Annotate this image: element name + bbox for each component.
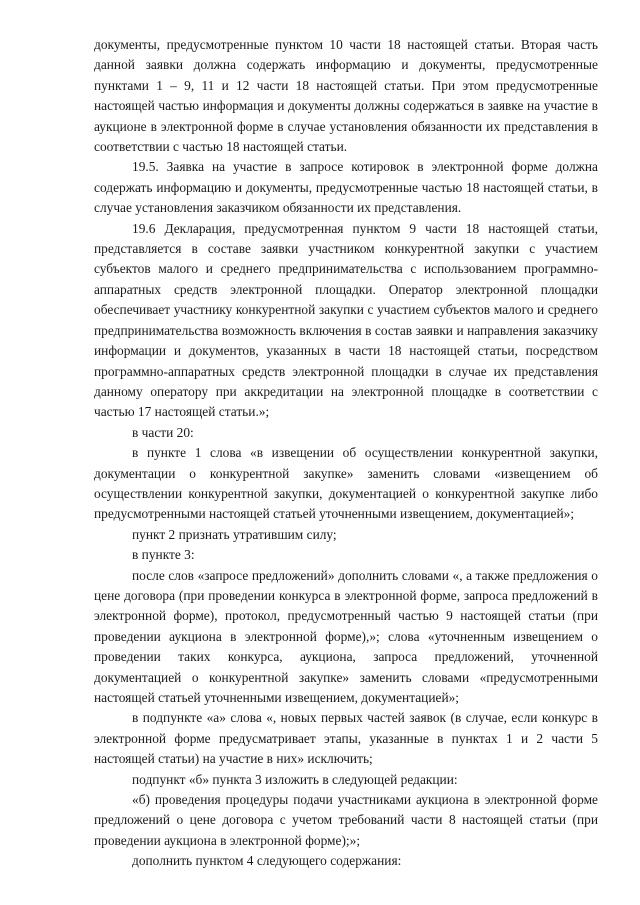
paragraph-1: документы, предусмотренные пунктом 10 части 18 настоящей статьи. Вторая часть данной заявки должна содержать информацию и документы, предусмотренные пунктами 1 – 9, 11 и 12 части 18 настоящей статьи. При этом предусмотренные настоящей частью информация и документы должны содержаться в заявке на участие в аукционе в электронной форме в случае установления обязанности их представления в соответствии с частью 18 настоящей статьи. [94, 37, 598, 155]
paragraph-2: 19.5. Заявка на участие в запросе котировок в электронной форме должна содержать информацию и документы, предусмотренные частью 18 настоящей статьи, в случае установления заказчиком обязанности их представления. [94, 159, 598, 216]
paragraph-6: пункт 2 признать утратившим силу; [132, 526, 337, 542]
paragraph-12: дополнить пунктом 4 следующего содержания: [132, 853, 402, 869]
paragraph-11: «б) проведения процедуры подачи участниками аукциона в электронной форме предложений о цене договора с учетом требований части 8 настоящей статьи (при проведении аукциона в электронной форме);»; [94, 792, 598, 848]
document-body [94, 35, 598, 872]
paragraph-4: в части 20: [132, 424, 194, 440]
paragraph-9: в подпункте «а» слова «, новых первых частей заявок (в случае, если конкурс в электронной форме предусматривает этапы, указанные в пунктах 1 и 2 части 5 настоящей статьи) на участие в них» исключить; [94, 710, 598, 767]
paragraph-10: подпункт «б» пункта 3 изложить в следующей редакции: [132, 771, 458, 787]
paragraph-7: в пункте 3: [132, 547, 195, 563]
paragraph-8: после слов «запросе предложений» дополнить словами «, а также предложения о цене договора (при проведении конкурса в электронной форме, запроса предложений в электронной форме), протокол, предусмотренный частью 9 настоящей статьи (при проведении аукциона в электронной форме),»; слова «уточненным извещением о проведении таких конкурса, аукциона, запроса предложений, уточненной документацией о конкурентной закупке» заменить словами «предусмотренными настоящей статьей уточненными извещением, документацией»; [94, 567, 598, 705]
paragraph-5: в пункте 1 слова «в извещении об осуществлении конкурентной закупки, документации о конкурентной закупке» заменить словами «извещением об осуществлении конкурентной закупки, документацией о конкурентной закупке либо предусмотренными настоящей статьей уточненными извещением, документацией»; [94, 445, 598, 522]
paragraph-3: 19.6 Декларация, предусмотренная пунктом 9 части 18 настоящей статьи, представляется в составе заявки участником конкурентной закупки с участием субъектов малого и среднего предпринимательства с использованием программно-аппаратных средств электронной площадки. Оператор электронной площадки обеспечивает участнику конкурентной закупки с участием субъектов малого и среднего предпринимательства возможность включения в состав заявки и направления заказчику информации и документов, указанных в части 18 настоящей статьи, посредством программно-аппаратных средств электронной площадки в случае их представления данному оператору при аккредитации на электронной площадке в соответствии с частью 17 настоящей статьи.»; [94, 220, 598, 420]
